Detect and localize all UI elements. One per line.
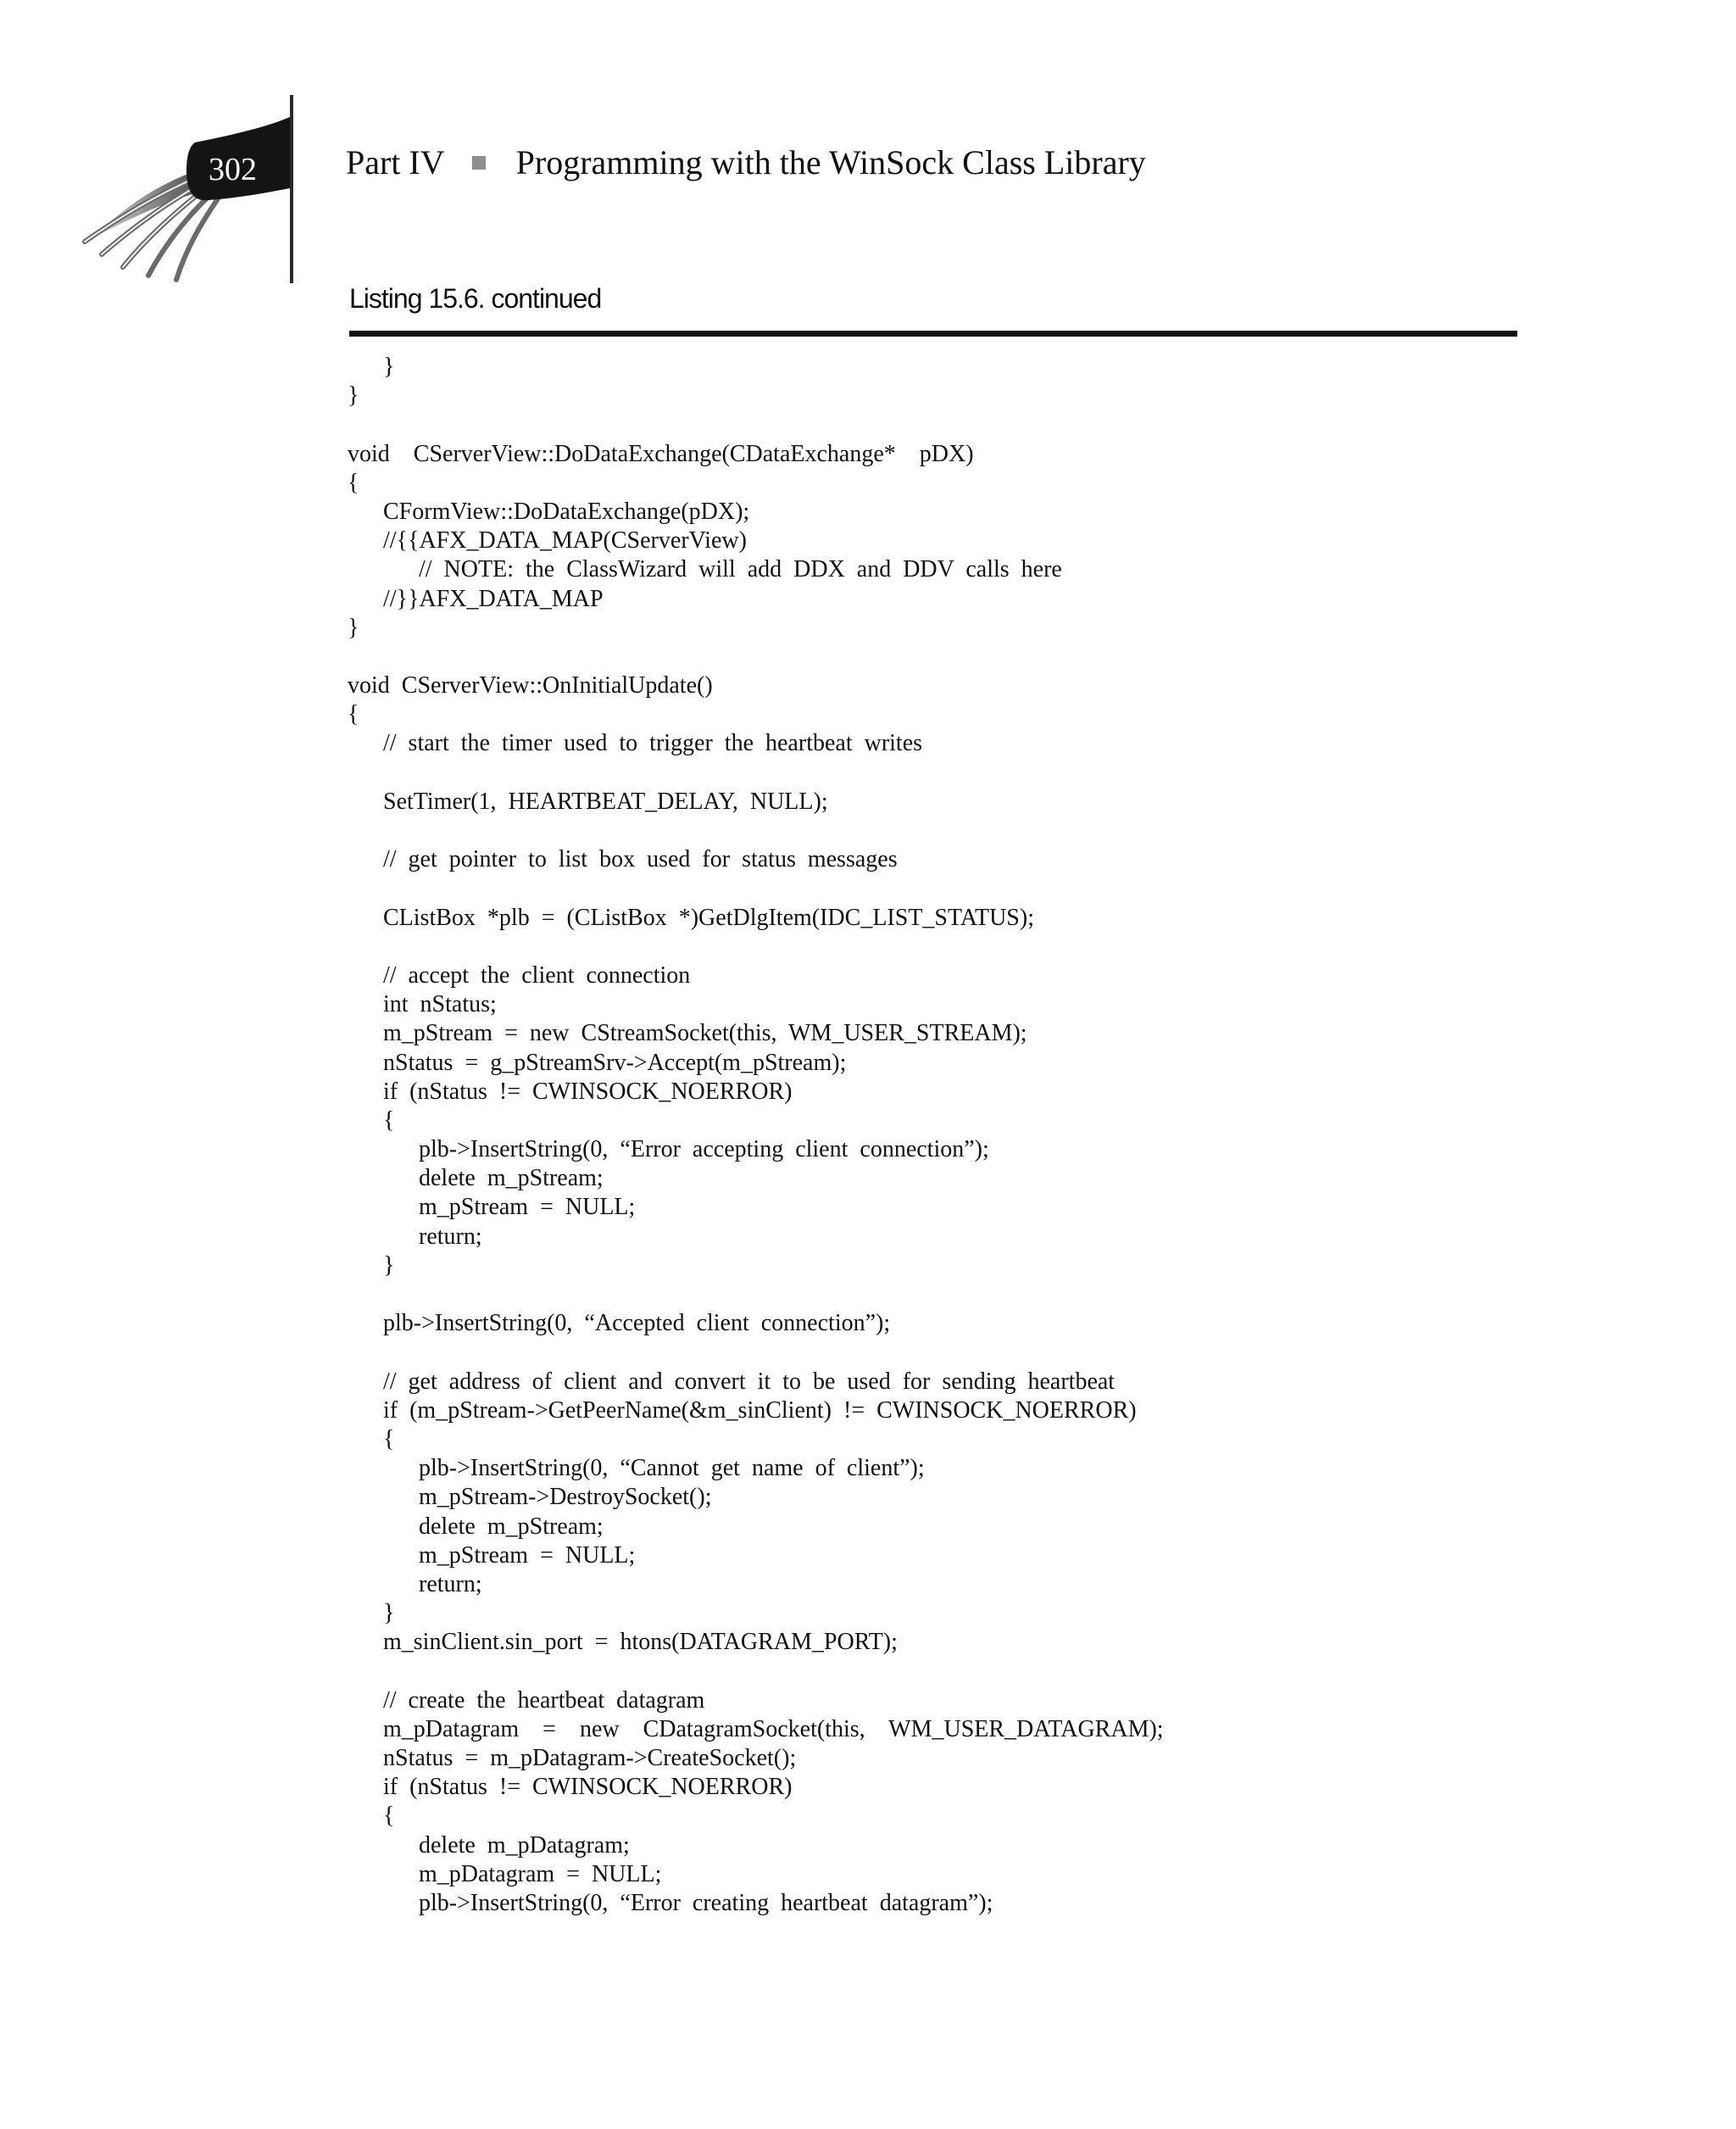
code-line: // get pointer to list box used for status messages bbox=[348, 846, 898, 873]
code-line: m_pStream->DestroySocket(); bbox=[348, 1484, 712, 1511]
code-line: void CServerView::OnInitialUpdate() bbox=[348, 672, 713, 699]
code-line: { bbox=[348, 1425, 395, 1452]
code-line: if (m_pStream->GetPeerName(&m_sinClient) != CWINSOCK_NOERROR) bbox=[348, 1396, 1137, 1424]
code-line: // get address of client and convert it to be used for sending heartbeat bbox=[348, 1368, 1116, 1395]
header-divider bbox=[290, 95, 293, 283]
code-line: m_pStream = NULL; bbox=[348, 1541, 636, 1569]
code-line: if (nStatus != CWINSOCK_NOERROR) bbox=[348, 1774, 793, 1801]
code-line bbox=[348, 933, 1619, 961]
code-line: CFormView::DoDataExchange(pDX); bbox=[348, 498, 750, 525]
code-line: } bbox=[348, 354, 395, 380]
code-line: delete m_pStream; bbox=[348, 1165, 604, 1192]
listing-caption: Listing 15.6. continued bbox=[349, 283, 602, 314]
code-line: delete m_pDatagram; bbox=[348, 1831, 630, 1859]
code-line: { bbox=[348, 701, 359, 728]
chapter-title: Programming with the WinSock Class Library bbox=[515, 143, 1146, 181]
code-line: m_pDatagram = new CDatagramSocket(this, WM_USER_DATAGRAM); bbox=[348, 1715, 1164, 1742]
book-logo-icon bbox=[68, 93, 322, 297]
code-line: // start the timer used to trigger the heartbeat writes bbox=[348, 730, 923, 757]
code-line: nStatus = g_pStreamSrv->Accept(m_pStream); bbox=[348, 1049, 847, 1076]
code-line bbox=[348, 1338, 1619, 1367]
code-line: plb->InsertString(0, “Cannot get name of client”); bbox=[348, 1455, 925, 1482]
code-line: } bbox=[348, 1600, 395, 1627]
code-line: plb->InsertString(0, “Error creating heartbeat datagram”); bbox=[348, 1889, 993, 1916]
code-line: m_sinClient.sin_port = htons(DATAGRAM_PORT); bbox=[348, 1629, 898, 1656]
code-line: m_pDatagram = NULL; bbox=[348, 1860, 662, 1887]
code-line: delete m_pStream; bbox=[348, 1513, 604, 1540]
code-line: { bbox=[348, 1803, 395, 1830]
code-line: SetTimer(1, HEARTBEAT_DELAY, NULL); bbox=[348, 788, 828, 815]
code-line: plb->InsertString(0, “Accepted client connection”); bbox=[348, 1310, 891, 1337]
code-line: void CServerView::DoDataExchange(CDataExchange* pDX) bbox=[348, 440, 974, 467]
code-line: int nStatus; bbox=[348, 991, 497, 1018]
code-line bbox=[348, 759, 1619, 788]
page-number: 302 bbox=[209, 152, 257, 187]
code-listing bbox=[348, 353, 1619, 1918]
code-line: return; bbox=[348, 1570, 482, 1597]
running-header bbox=[346, 142, 1146, 182]
code-line: plb->InsertString(0, “Error accepting client connection”); bbox=[348, 1136, 989, 1163]
code-line: } bbox=[348, 1251, 395, 1279]
code-line: } bbox=[348, 382, 359, 410]
code-line: //{{AFX_DATA_MAP(CServerView) bbox=[348, 527, 747, 555]
code-line: //}}AFX_DATA_MAP bbox=[348, 585, 604, 612]
code-line: // create the heartbeat datagram bbox=[348, 1686, 705, 1714]
code-line bbox=[348, 816, 1619, 845]
part-label: Part IV bbox=[346, 143, 445, 181]
code-line: nStatus = m_pDatagram->CreateSocket(); bbox=[348, 1745, 797, 1771]
listing-rule bbox=[349, 331, 1517, 337]
code-line bbox=[348, 1280, 1619, 1309]
code-line: // accept the client connection bbox=[348, 961, 691, 989]
code-line bbox=[348, 643, 1619, 672]
code-line: return; bbox=[348, 1223, 482, 1250]
code-line: m_pStream = NULL; bbox=[348, 1194, 636, 1221]
code-line: // NOTE: the ClassWizard will add DDX and DDV calls here bbox=[348, 556, 1062, 583]
code-line: } bbox=[348, 614, 359, 641]
code-line: if (nStatus != CWINSOCK_NOERROR) bbox=[348, 1078, 793, 1105]
code-line bbox=[348, 874, 1619, 903]
code-line bbox=[348, 1657, 1619, 1686]
square-bullet-icon bbox=[472, 156, 486, 170]
code-line: { bbox=[348, 469, 359, 496]
code-line: m_pStream = new CStreamSocket(this, WM_USER_STREAM); bbox=[348, 1020, 1027, 1047]
code-line: CListBox *plb = (CListBox *)GetDlgItem(IDC_LIST_STATUS); bbox=[348, 904, 1034, 931]
code-line: { bbox=[348, 1106, 395, 1134]
code-line bbox=[348, 410, 1619, 439]
